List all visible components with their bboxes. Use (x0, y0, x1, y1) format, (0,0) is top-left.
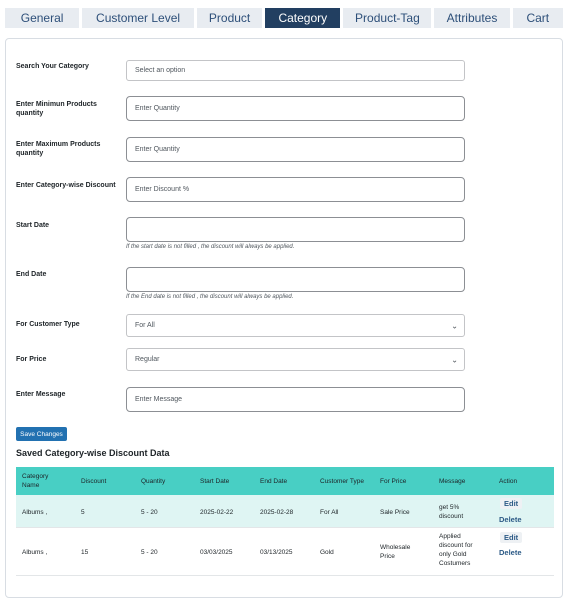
min-quantity-input[interactable] (126, 96, 465, 121)
search-category-label: Search Your Category (16, 63, 89, 70)
price-label: For Price (16, 356, 47, 363)
price-selected: Regular (135, 356, 160, 363)
cell-quantity: 5 - 20 (141, 549, 158, 556)
saved-data-title: Saved Category-wise Discount Data (16, 448, 170, 458)
cell-end-date: 2025-02-28 (260, 509, 294, 516)
cell-message: Applied discount for only Gold Costumers (439, 533, 473, 567)
column-header: End Date (260, 478, 288, 485)
end-date-label: End Date (16, 271, 47, 278)
column-header: Start Date (200, 478, 230, 485)
tab-bar (5, 8, 563, 28)
column-header: Message (439, 478, 466, 485)
max-quantity-placeholder: Enter Quantity (135, 146, 180, 153)
tab-attributes[interactable]: Attributes (434, 8, 509, 28)
cell-customer-type: Gold (320, 549, 334, 556)
min-quantity-placeholder: Enter Quantity (135, 105, 180, 112)
column-header: For Price (380, 478, 407, 485)
table-row (16, 495, 554, 528)
end-date-input[interactable] (126, 267, 465, 292)
table-header (16, 467, 554, 495)
cell-customer-type: For All (320, 509, 339, 516)
table-row (16, 528, 554, 576)
delete-button[interactable]: Delete (499, 548, 522, 557)
cell-price: Wholesale Price (380, 544, 411, 560)
cell-quantity: 5 - 20 (141, 509, 158, 516)
message-label: Enter Message (16, 391, 66, 398)
category-discount-panel (5, 38, 563, 598)
min-quantity-label: Enter Minimun Products quantity (16, 101, 97, 117)
cell-price: Sale Price (380, 509, 410, 516)
column-header: Category Name (22, 473, 49, 489)
customer-type-select[interactable] (126, 314, 465, 337)
save-changes-button[interactable]: Save Changes (16, 427, 67, 441)
cell-end-date: 03/13/2025 (260, 549, 293, 556)
max-quantity-label: Enter Maximum Products quantity (16, 141, 101, 157)
customer-type-selected: For All (135, 322, 155, 329)
message-placeholder: Enter Message (135, 396, 183, 403)
column-header: Action (499, 478, 518, 485)
column-header: Quantity (141, 478, 166, 485)
start-date-hint: If the start date is not filled , the discount will always be applied. (126, 244, 295, 250)
cell-discount: 5 (81, 509, 85, 516)
tab-cart[interactable]: Cart (513, 8, 563, 28)
search-category-placeholder: Select an option (135, 67, 186, 74)
column-header: Discount (81, 478, 107, 485)
start-date-input[interactable] (126, 217, 465, 242)
tab-product[interactable]: Product (197, 8, 262, 28)
price-select[interactable] (126, 348, 465, 371)
edit-button[interactable]: Edit (500, 498, 522, 509)
start-date-label: Start Date (16, 222, 50, 229)
cell-category: Albums , (22, 549, 48, 556)
tab-general[interactable]: General (5, 8, 79, 28)
edit-button[interactable]: Edit (500, 532, 522, 543)
customer-type-label: For Customer Type (16, 321, 80, 328)
discount-input[interactable] (126, 177, 465, 202)
end-date-hint: If the End date is not filled , the discount will always be applied. (126, 294, 294, 300)
cell-message: get 5% discount (439, 504, 464, 520)
tab-customer-level[interactable]: Customer Level (82, 8, 194, 28)
search-category-select[interactable] (126, 60, 465, 81)
column-header: Customer Type (320, 478, 364, 485)
cell-start-date: 2025-02-22 (200, 509, 234, 516)
saved-discounts-table (16, 467, 554, 576)
delete-button[interactable]: Delete (499, 515, 522, 524)
chevron-down-icon: ⌄ (451, 321, 458, 330)
discount-placeholder: Enter Discount % (135, 186, 190, 193)
tab-product-tag[interactable]: Product-Tag (343, 8, 431, 28)
tab-category[interactable]: Category (265, 8, 340, 28)
cell-start-date: 03/03/2025 (200, 549, 233, 556)
cell-category: Albums , (22, 509, 48, 516)
message-input[interactable] (126, 387, 465, 412)
discount-label: Enter Category-wise Discount (16, 182, 116, 189)
cell-discount: 15 (81, 549, 89, 556)
max-quantity-input[interactable] (126, 137, 465, 162)
chevron-down-icon: ⌄ (451, 355, 458, 364)
